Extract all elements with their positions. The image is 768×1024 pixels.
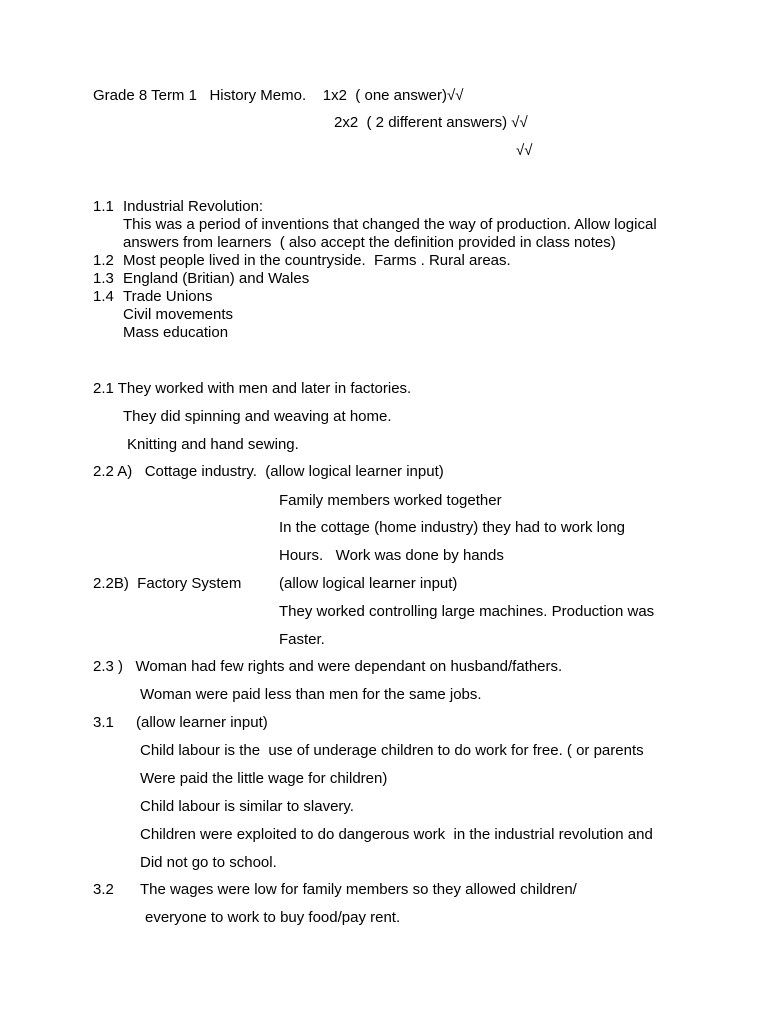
question-number-1-1: 1.1 — [93, 198, 114, 215]
answer-2-3-line-2: Woman were paid less than men for the same jobs. — [140, 686, 482, 703]
answer-2-1-line-2: They did spinning and weaving at home. — [123, 408, 392, 425]
answer-1-2: Most people lived in the countryside. Farms . Rural areas. — [123, 252, 511, 269]
answer-2-2b-line-2: Faster. — [279, 631, 325, 648]
answer-3-1-line-1: Child labour is the use of underage children to do work for free. ( or parents — [140, 742, 644, 759]
question-number-1-2: 1.2 — [93, 252, 114, 269]
question-number-3-2: 3.2 — [93, 881, 114, 898]
mark-allocation-line: 2x2 ( 2 different answers) √√ — [334, 114, 528, 131]
question-number-1-3: 1.3 — [93, 270, 114, 287]
question-1-1-title: Industrial Revolution: — [123, 198, 264, 215]
memo-title-line: Grade 8 Term 1 History Memo. 1x2 ( one answer)√√ — [93, 87, 464, 104]
tick-marks-line: √√ — [516, 142, 533, 159]
answer-2-1-line-3: Knitting and hand sewing. — [127, 436, 299, 453]
question-number-1-4: 1.4 — [93, 288, 114, 305]
answer-1-3: England (Britian) and Wales — [123, 270, 310, 287]
answer-3-1-line-5: Did not go to school. — [140, 854, 277, 871]
question-3-1-note: (allow learner input) — [136, 714, 268, 731]
answer-2-3-line-1: 2.3 ) Woman had few rights and were dependant on husband/fathers. — [93, 658, 563, 675]
answer-3-2-line-2: everyone to work to buy food/pay rent. — [145, 909, 401, 926]
answer-3-1-line-3: Child labour is similar to slavery. — [140, 798, 354, 815]
answer-2-2a-line-3: Hours. Work was done by hands — [279, 547, 504, 564]
question-number-3-1: 3.1 — [93, 714, 114, 731]
answer-3-1-line-4: Children were exploited to do dangerous work in the industrial revolution and — [140, 826, 653, 843]
answer-1-4-item: Civil movements — [123, 306, 234, 323]
answer-1-1-line-2: answers from learners ( also accept the definition provided in class notes) — [123, 234, 616, 251]
question-2-2a-label: 2.2 A) Cottage industry. (allow logical learner input) — [93, 463, 444, 480]
answer-2-2a-line-2: In the cottage (home industry) they had to work long — [279, 519, 626, 536]
answer-2-2b-line-1: They worked controlling large machines. Production was — [279, 603, 655, 620]
answer-1-1-line-1: This was a period of inventions that changed the way of production. Allow logical — [123, 216, 657, 233]
answer-3-1-line-2: Were paid the little wage for children) — [140, 770, 388, 787]
question-2-2b-label: 2.2B) Factory System — [93, 575, 242, 592]
answer-2-1-line-1: 2.1 They worked with men and later in factories. — [93, 380, 412, 397]
answer-3-2-line-1: The wages were low for family members so they allowed children/ — [140, 881, 577, 898]
answer-1-4-item: Mass education — [123, 324, 229, 341]
question-2-2b-note: (allow logical learner input) — [279, 575, 458, 592]
answer-1-4-item: Trade Unions — [123, 288, 213, 305]
answer-2-2a-line-1: Family members worked together — [279, 492, 502, 509]
